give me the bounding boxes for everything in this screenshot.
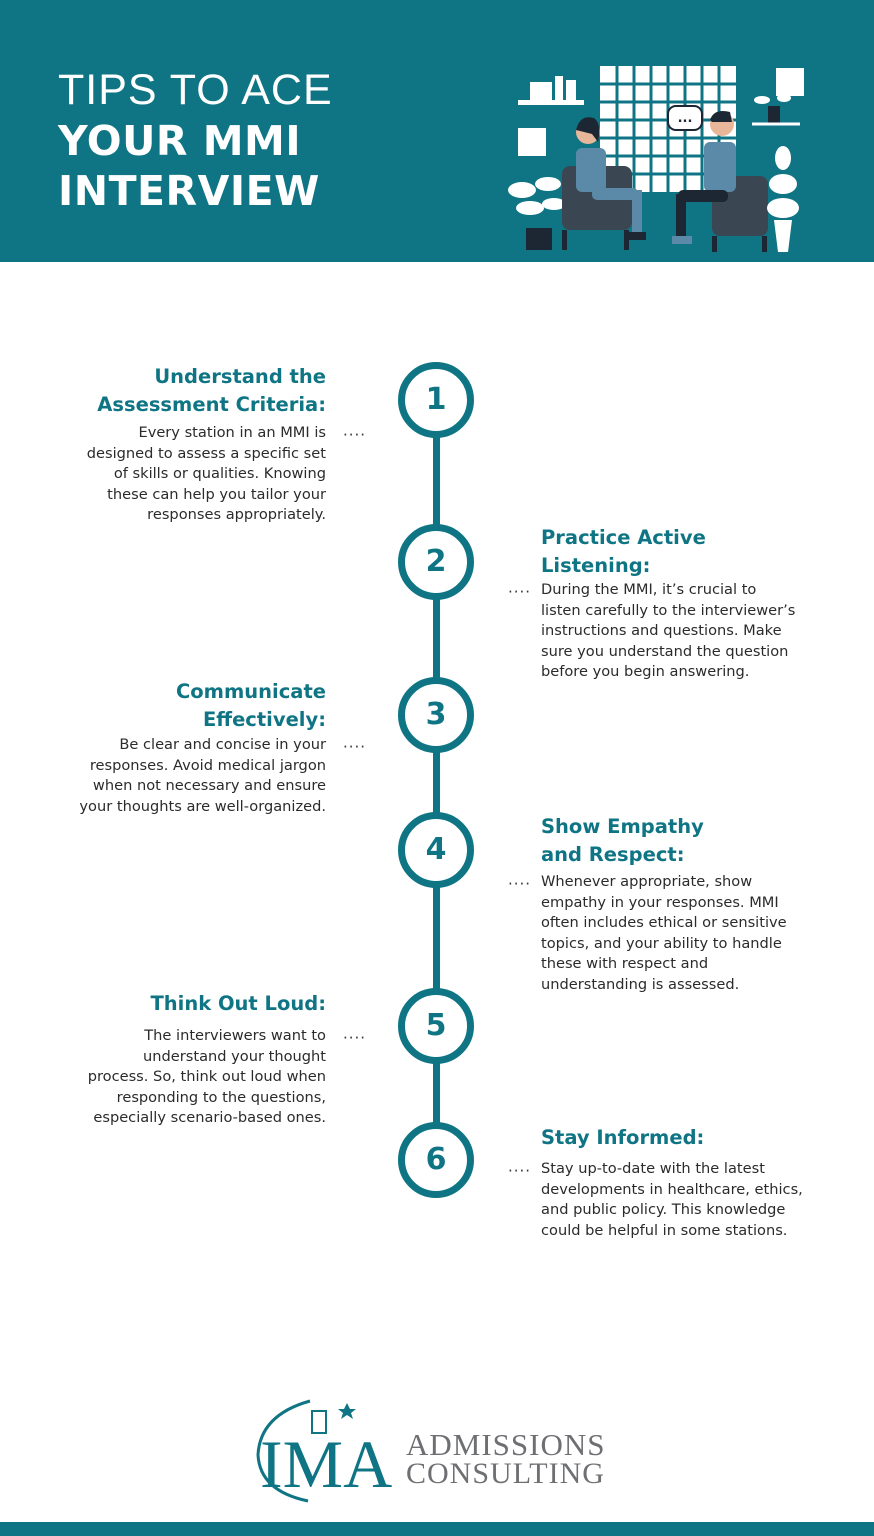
title-line-3: INTERVIEW — [58, 167, 320, 215]
connector-dots: ···· — [343, 738, 367, 756]
step-circle-5 — [398, 988, 474, 1064]
logo-line-2: CONSULTING — [406, 1457, 605, 1490]
tip-text-line: these can help you tailor your — [107, 485, 326, 503]
connector-dots: ···· — [508, 1162, 532, 1180]
tip-5-text — [88, 1026, 326, 1129]
title-line-1: TIPS TO ACE — [58, 66, 333, 114]
tip-text-line: before you begin answering. — [541, 663, 750, 681]
tip-text-line: Whenever appropriate, show — [541, 873, 753, 890]
tip-text-line: especially scenario-based ones. — [93, 1109, 326, 1127]
speech-bubble-text: ... — [677, 111, 693, 126]
tip-text-line: Be clear and concise in your — [119, 736, 326, 753]
tip-title-line: and Respect: — [541, 843, 685, 866]
tip-text-line: responding to the questions, — [116, 1088, 326, 1106]
tip-title-line: Assessment Criteria: — [97, 393, 326, 416]
logo-mark: IMA — [260, 1426, 393, 1502]
tip-text-line: developments in healthcare, ethics, — [541, 1180, 803, 1198]
tip-text-line: understand your thought — [143, 1047, 326, 1065]
step-circle-2 — [398, 524, 474, 600]
connector-dots: ···· — [508, 875, 532, 893]
tip-text-line: these with respect and — [541, 955, 709, 973]
speech-bubble-icon — [668, 106, 702, 130]
tip-text-line: listen carefully to the interviewer’s — [541, 601, 796, 619]
tip-5-title — [150, 990, 326, 1018]
step-number: 2 — [425, 544, 447, 579]
tip-text-line: process. So, think out loud when — [87, 1068, 326, 1086]
tip-text-line: The interviewers want to — [144, 1027, 326, 1044]
title-line-2: YOUR MMI — [58, 117, 302, 165]
tip-4-title — [541, 813, 704, 869]
tip-text-line: instructions and questions. Make — [541, 622, 782, 640]
shelf-graphic — [518, 76, 584, 105]
step-circle-6 — [398, 1122, 474, 1198]
step-number: 4 — [425, 832, 447, 867]
hanging-plant-graphic — [752, 94, 800, 124]
tip-1-text — [87, 423, 326, 526]
tip-title-line: Stay Informed: — [541, 1126, 705, 1149]
step-circle-4 — [398, 812, 474, 888]
tip-3-title — [176, 678, 326, 734]
step-number: 1 — [425, 382, 447, 417]
star-icon — [338, 1403, 356, 1419]
tip-text-line: Stay up-to-date with the latest — [541, 1160, 765, 1177]
connector-dots: ···· — [343, 1029, 367, 1047]
step-number: 3 — [425, 697, 447, 732]
tip-text-line: topics, and your ability to handle — [541, 934, 782, 952]
tip-text-line: During the MMI, it’s crucial to — [541, 581, 757, 598]
header-banner — [0, 0, 874, 262]
tip-title-line: Think Out Loud: — [150, 992, 326, 1015]
tip-text-line: empathy in your responses. MMI — [541, 893, 779, 911]
wall-frame — [776, 68, 804, 96]
step-number: 5 — [425, 1008, 447, 1043]
connector-dots: ···· — [343, 426, 367, 444]
ima-admissions-logo — [252, 1395, 632, 1503]
tip-3-text — [79, 735, 326, 817]
tip-text-line: sure you understand the question — [541, 642, 789, 660]
tip-6-text — [541, 1159, 803, 1241]
tip-1-title — [97, 363, 326, 419]
connector-dots: ···· — [508, 583, 532, 601]
interview-illustration — [500, 62, 820, 260]
tip-text-line: designed to assess a specific set — [86, 444, 326, 462]
tip-text-line: often includes ethical or sensitive — [541, 914, 787, 932]
tip-text-line: responses appropriately. — [147, 506, 326, 524]
tip-6-title — [541, 1124, 704, 1152]
tip-text-line: responses. Avoid medical jargon — [89, 756, 326, 774]
tip-title-line: Show Empathy — [541, 815, 704, 838]
floor-plant-right — [767, 146, 799, 252]
tip-text-line: of skills or qualities. Knowing — [113, 465, 326, 483]
tip-title-line: Understand the — [154, 365, 326, 388]
tip-title-line: Practice Active — [541, 526, 706, 549]
tip-title-line: Communicate — [175, 680, 326, 703]
wall-frame — [518, 128, 546, 156]
tip-text-line: and public policy. This knowledge — [541, 1201, 786, 1219]
tip-2-title — [541, 524, 706, 580]
floor-plant-left — [508, 177, 566, 250]
step-number: 6 — [425, 1142, 447, 1177]
tip-text-line: when not necessary and ensure — [92, 777, 326, 795]
tip-text-line: understanding is assessed. — [541, 975, 740, 993]
tip-text-line: your thoughts are well-organized. — [79, 797, 326, 815]
logo-line-1: ADMISSIONS — [406, 1427, 606, 1462]
footer-bar — [0, 1522, 874, 1536]
tip-4-text — [541, 872, 787, 996]
tip-text-line: Every station in an MMI is — [138, 424, 326, 441]
step-circle-3 — [398, 677, 474, 753]
tip-text-line: could be helpful in some stations. — [541, 1221, 788, 1239]
tip-title-line: Listening: — [541, 554, 651, 577]
tip-title-line: Effectively: — [202, 708, 326, 731]
tip-2-text — [541, 580, 795, 683]
step-circle-1 — [398, 362, 474, 438]
